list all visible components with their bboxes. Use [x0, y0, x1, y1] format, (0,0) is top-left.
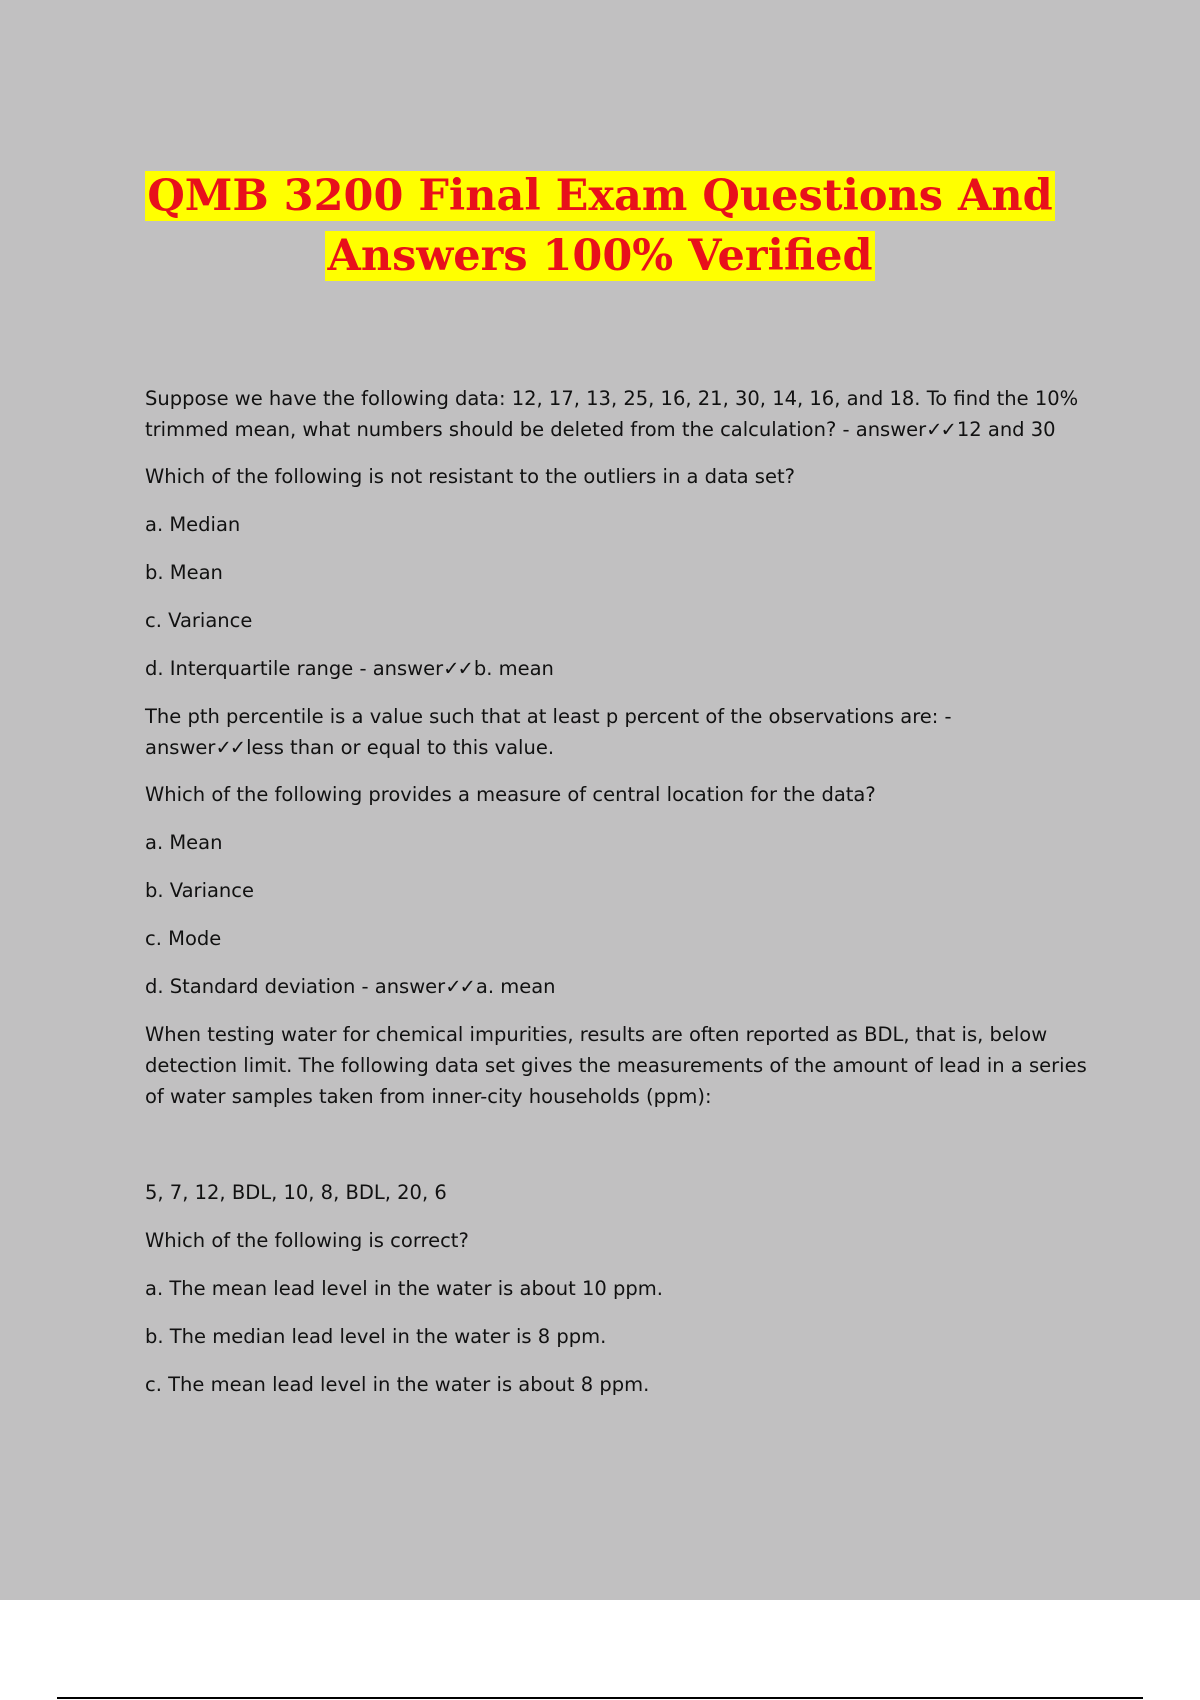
- question-1-text: Suppose we have the following data: 12, 17, 13, 25, 16, 21, 30, 14, 16, and 18. To find the 10% trimmed mean, what numbers should be deleted from the calculation? - answer: [145, 387, 1079, 441]
- question-1: [145, 383, 1095, 445]
- question-4-answer: a. mean: [475, 975, 556, 998]
- document-title: [0, 166, 1200, 286]
- question-4-option-d: [145, 971, 1095, 1003]
- question-1-answer: 12 and 30: [956, 418, 1056, 441]
- question-5-option-a: a. The mean lead level in the water is about 10 ppm.: [145, 1277, 663, 1300]
- question-5-option-c: c. The mean lead level in the water is about 8 ppm.: [145, 1373, 650, 1396]
- footer-divider: [57, 1697, 1143, 1699]
- checkmark-icon: ✓✓: [215, 736, 245, 759]
- question-4-option-a: a. Mean: [145, 831, 223, 854]
- question-3-text: The pth percentile is a value such that at least p percent of the observations are: - answer: [145, 705, 952, 759]
- checkmark-icon: ✓✓: [443, 657, 472, 680]
- question-2-option-d: [145, 653, 1095, 685]
- document-body: [145, 383, 1095, 1417]
- question-5: Which of the following is correct?: [145, 1229, 469, 1252]
- question-4-option-d-text: d. Standard deviation - answer: [145, 975, 446, 998]
- question-2-option-a: a. Median: [145, 513, 241, 536]
- question-2-answer: b. mean: [473, 657, 554, 680]
- question-2-option-d-text: d. Interquartile range - answer: [145, 657, 444, 680]
- question-4-option-b: b. Variance: [145, 879, 255, 902]
- checkmark-icon: ✓✓: [926, 418, 955, 441]
- question-5-intro: When testing water for chemical impurities, results are often reported as BDL, that is, below detection limit. The following data set gives the measurements of the amount of lead in a series of water samples taken from inner-city households (ppm):: [145, 1023, 1087, 1108]
- question-4-option-c: c. Mode: [145, 927, 222, 950]
- checkmark-icon: ✓✓: [445, 975, 474, 998]
- question-4: Which of the following provides a measure of central location for the data?: [145, 783, 876, 806]
- question-5-option-b: b. The median lead level in the water is 8 ppm.: [145, 1325, 607, 1348]
- title-line-2: Answers 100% Verified: [327, 231, 873, 281]
- question-2: Which of the following is not resistant to the outliers in a data set?: [145, 465, 795, 488]
- question-2-option-b: b. Mean: [145, 561, 223, 584]
- question-2-option-c: c. Variance: [145, 609, 253, 632]
- question-5-data: 5, 7, 12, BDL, 10, 8, BDL, 20, 6: [145, 1181, 447, 1204]
- question-3-answer: less than or equal to this value.: [246, 736, 555, 759]
- title-line-1: QMB 3200 Final Exam Questions And: [147, 171, 1053, 221]
- question-3: [145, 701, 1095, 763]
